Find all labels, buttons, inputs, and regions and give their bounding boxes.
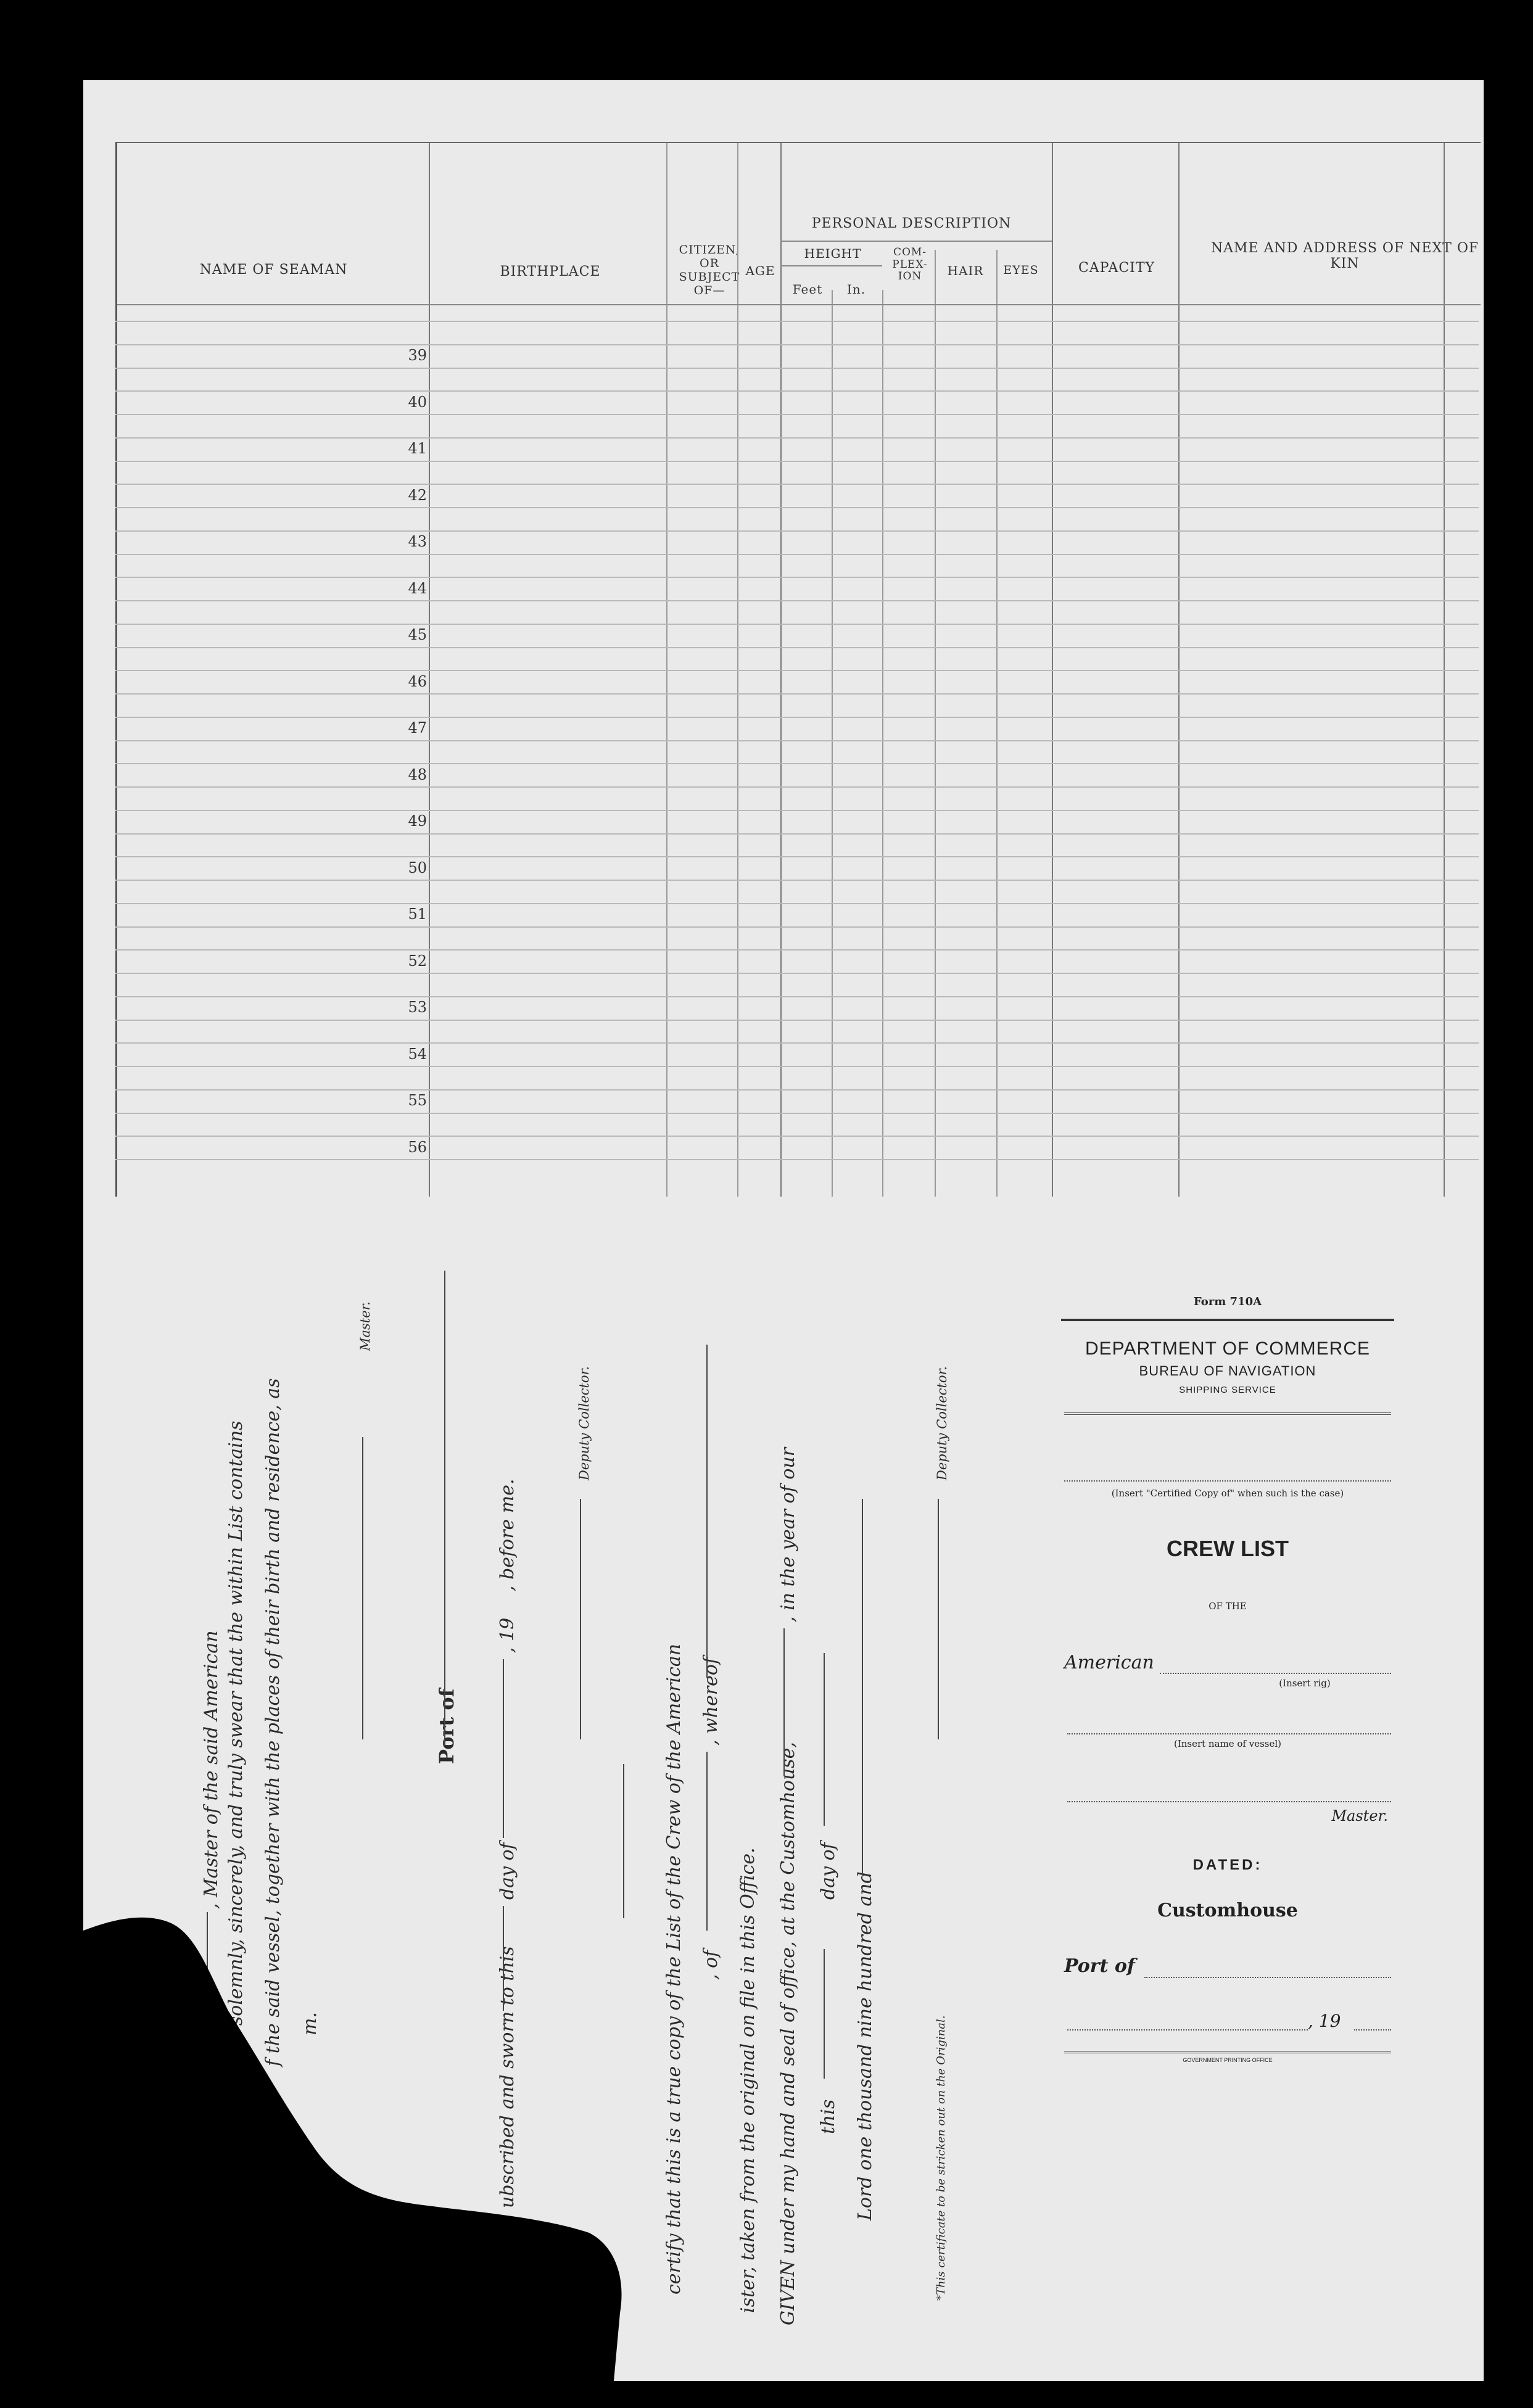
header-eyes: EYES bbox=[1003, 263, 1039, 277]
in-year-of-our: , in the year of our bbox=[777, 1447, 799, 1622]
cover-year: , 19 bbox=[1308, 2011, 1341, 2031]
day-of-label-2: day of bbox=[817, 1842, 839, 1900]
row-number: 42 bbox=[408, 486, 427, 504]
deputy-collector-2: Deputy Collector. bbox=[935, 1366, 949, 1480]
row-number: 51 bbox=[408, 905, 427, 923]
header-citizen: CITIZEN, OR SUBJECT OF— bbox=[679, 243, 740, 297]
bureau-title: BUREAU OF NAVIGATION bbox=[1139, 1363, 1316, 1379]
header-height: HEIGHT bbox=[804, 246, 862, 261]
row-number: 48 bbox=[408, 765, 427, 783]
torn-corner bbox=[83, 80, 1484, 2381]
of-label: , of bbox=[700, 1950, 722, 1980]
crew-list-sheet bbox=[83, 80, 1484, 2381]
header-hair: HAIR bbox=[947, 263, 984, 278]
affidavit-line-1: , Master of the said American bbox=[200, 1630, 222, 1909]
ister-line: ister, taken from the original on file in this Office. bbox=[737, 1847, 759, 2313]
deputy-collector-1: Deputy Collector. bbox=[577, 1366, 592, 1480]
master-signature-label: Master. bbox=[358, 1301, 373, 1351]
row-number: 41 bbox=[408, 440, 427, 457]
year-nineteen: , 19 bbox=[497, 1617, 518, 1653]
row-number: 56 bbox=[408, 1138, 427, 1156]
insert-certified-note: (Insert "Certified Copy of" when such is the case) bbox=[1111, 1488, 1344, 1499]
row-number: 47 bbox=[408, 719, 427, 736]
row-number: 55 bbox=[408, 1092, 427, 1109]
row-number: 46 bbox=[408, 672, 427, 690]
department-title: DEPARTMENT OF COMMERCE bbox=[1085, 1338, 1371, 1359]
row-number: 39 bbox=[408, 347, 427, 364]
certificate-footnote: *This certificate to be stricken out on the Original. bbox=[935, 2015, 948, 2301]
insert-rig-note: (Insert rig) bbox=[1279, 1678, 1331, 1689]
form-number: Form 710A bbox=[1193, 1295, 1262, 1308]
given-line: GIVEN under my hand and seal of office, at the Customhouse, bbox=[777, 1742, 799, 2325]
header-capacity: CAPACITY bbox=[1078, 260, 1155, 276]
cover-port-of: Port of bbox=[1064, 1955, 1135, 1977]
lord-line: Lord one thousand nine hundred and bbox=[854, 1871, 876, 2220]
header-birthplace: BIRTHPLACE bbox=[500, 264, 601, 279]
dated-label: DATED: bbox=[1192, 1857, 1263, 1873]
row-number: 45 bbox=[408, 626, 427, 643]
gpo-imprint: GOVERNMENT PRINTING OFFICE bbox=[1183, 2057, 1273, 2063]
row-number: 50 bbox=[408, 859, 427, 876]
day-of-label: day of bbox=[497, 1842, 518, 1900]
customhouse-label: Customhouse bbox=[1157, 1900, 1298, 1921]
header-name-of-seaman: NAME OF SEAMAN bbox=[199, 262, 348, 278]
header-complexion: COM- PLEX- ION bbox=[892, 246, 928, 283]
row-number: 40 bbox=[408, 393, 427, 411]
subscribed-line: ubscribed and sworn to this bbox=[497, 1946, 518, 2208]
of-the-label: OF THE bbox=[1209, 1601, 1247, 1612]
row-number: 54 bbox=[408, 1045, 427, 1063]
row-number: 52 bbox=[408, 952, 427, 970]
affidavit-line-3: f the said vessel, together with the places of their birth and residence, as bbox=[262, 1378, 284, 2066]
american-label: American bbox=[1064, 1652, 1154, 1673]
row-number: 43 bbox=[408, 533, 427, 550]
shipping-service: SHIPPING SERVICE bbox=[1179, 1385, 1276, 1395]
whereof-label: , whereof bbox=[700, 1657, 722, 1746]
master-label: Master. bbox=[1331, 1807, 1388, 1825]
header-age: AGE bbox=[745, 263, 775, 278]
port-of-label: Port of bbox=[435, 1688, 458, 1764]
row-number: 49 bbox=[408, 812, 427, 830]
certify-line: certify that this is a true copy of the List of the Crew of the American bbox=[663, 1643, 685, 2295]
header-next-of-kin: NAME AND ADDRESS OF NEXT OF KIN bbox=[1210, 241, 1479, 272]
row-number: 44 bbox=[408, 579, 427, 597]
header-personal-description: PERSONAL DESCRIPTION bbox=[811, 216, 1012, 231]
affidavit-line-4: m. bbox=[299, 2012, 321, 2035]
this-label: this bbox=[817, 2099, 839, 2134]
crew-list-title: CREW LIST bbox=[1167, 1536, 1289, 1561]
insert-vessel-note: (Insert name of vessel) bbox=[1173, 1738, 1282, 1749]
before-me: , before me. bbox=[497, 1478, 518, 1591]
row-number: 53 bbox=[408, 999, 427, 1016]
header-inches: In. bbox=[846, 282, 866, 297]
affidavit-line-2: , do solemnly, sincerely, and truly swear that the within List contains bbox=[225, 1420, 247, 2066]
header-feet: Feet bbox=[792, 282, 823, 297]
